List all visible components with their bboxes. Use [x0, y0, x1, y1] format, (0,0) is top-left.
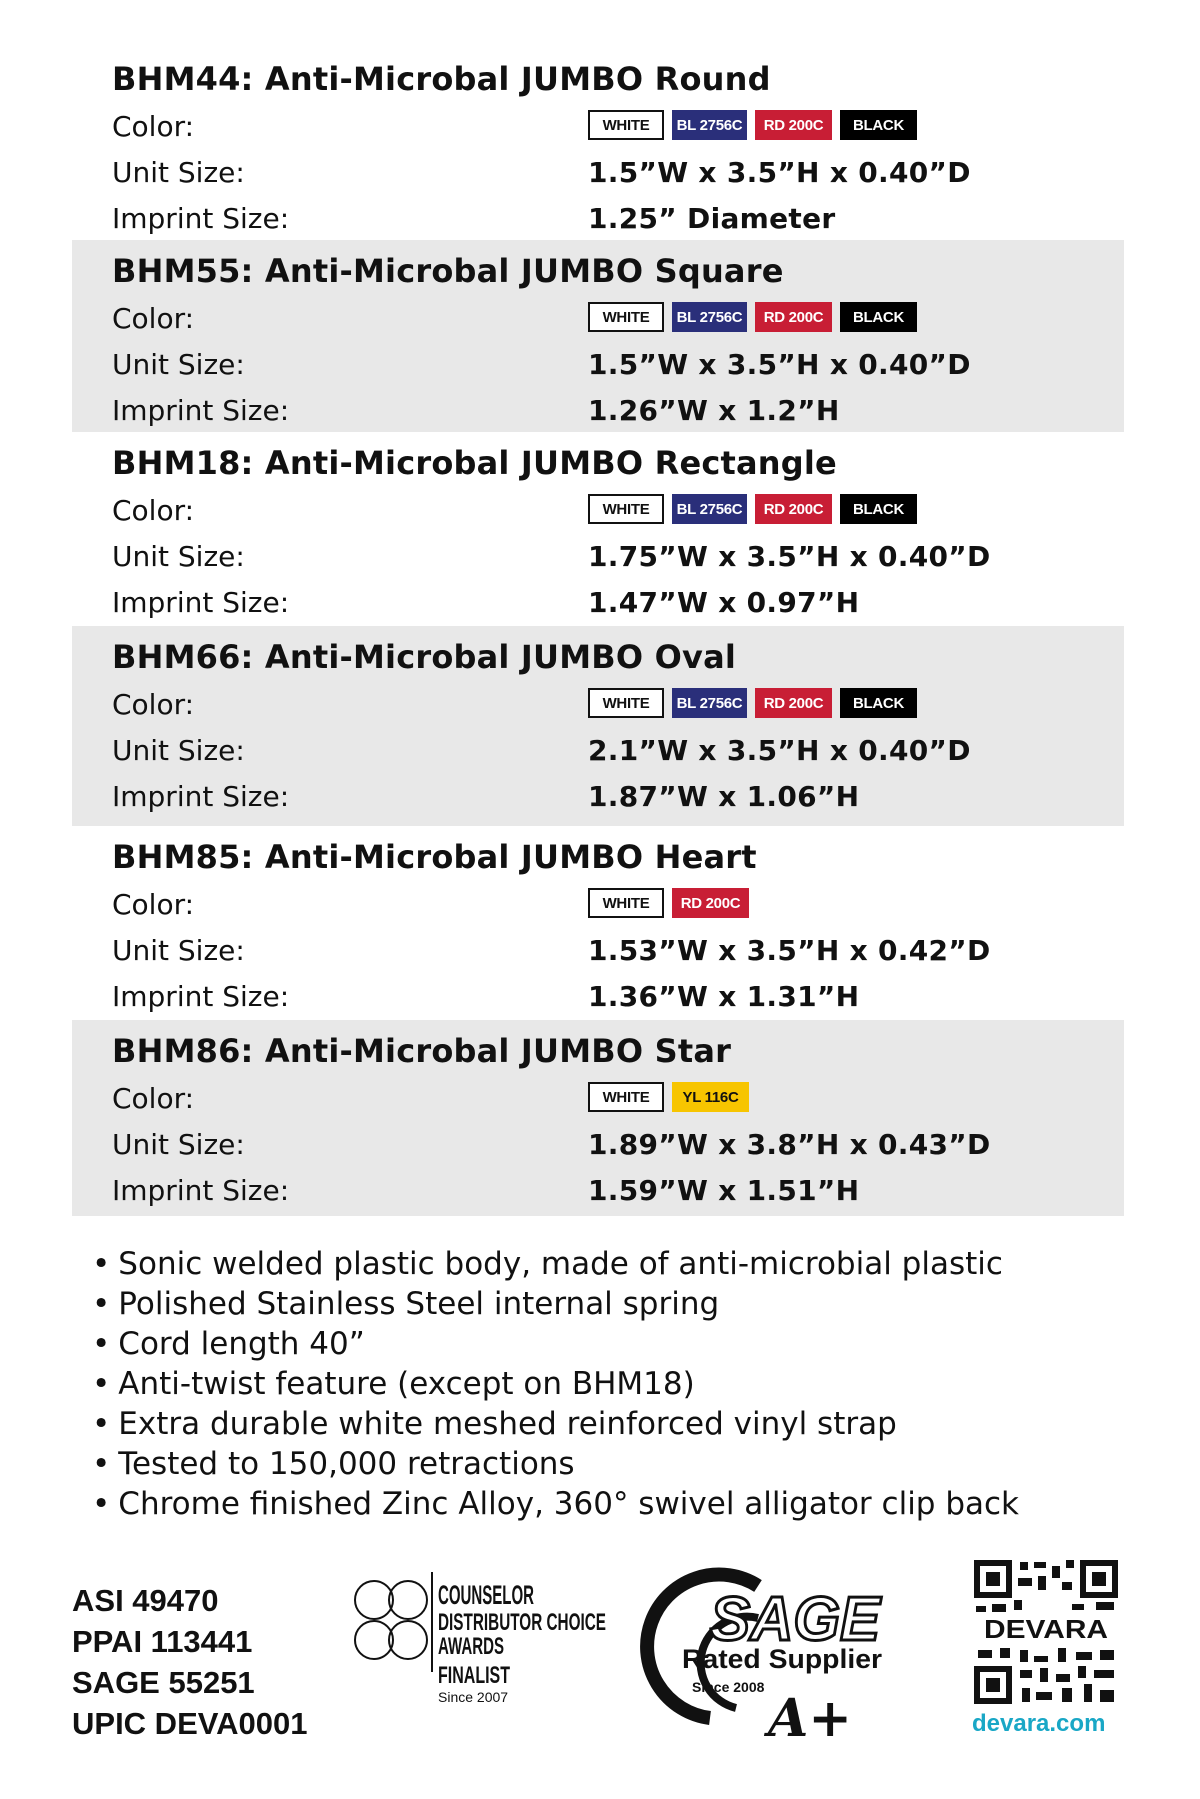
unit-size-value: 1.75”W x 3.5”H x 0.40”D — [588, 540, 991, 573]
color-label: Color: — [112, 1082, 195, 1115]
upic-id: UPIC DEVA0001 — [72, 1706, 308, 1741]
logo-ring — [355, 1581, 393, 1619]
product-block — [72, 240, 1124, 432]
color-swatches — [588, 888, 749, 918]
color-swatch: BLACK — [840, 688, 917, 718]
sage-since: Since 2008 — [692, 1679, 765, 1695]
unit-size-label: Unit Size: — [112, 1128, 245, 1161]
unit-size-value: 1.5”W x 3.5”H x 0.40”D — [588, 348, 971, 381]
unit-size-label: Unit Size: — [112, 934, 245, 967]
color-swatch: BL 2756C — [672, 688, 747, 718]
unit-size-value: 1.89”W x 3.8”H x 0.43”D — [588, 1128, 991, 1161]
unit-size-label: Unit Size: — [112, 156, 245, 189]
logo-ring — [389, 1621, 427, 1659]
color-swatch: WHITE — [588, 688, 664, 718]
feature-item: • Sonic welded plastic body, made of anti-microbial plastic — [92, 1244, 1019, 1284]
imprint-size-label: Imprint Size: — [112, 980, 290, 1013]
product-title: BHM44: Anti-Microbal JUMBO Round — [112, 60, 771, 98]
feature-item: • Tested to 150,000 retractions — [92, 1444, 1019, 1484]
feature-item: • Polished Stainless Steel internal spring — [92, 1284, 1019, 1324]
imprint-size-value: 1.26”W x 1.2”H — [588, 394, 840, 427]
sage-id: SAGE 55251 — [72, 1665, 255, 1700]
imprint-size-label: Imprint Size: — [112, 1174, 290, 1207]
imprint-size-value: 1.59”W x 1.51”H — [588, 1174, 860, 1207]
unit-size-value: 1.5”W x 3.5”H x 0.40”D — [588, 156, 971, 189]
counselor-award-logo — [352, 1570, 612, 1710]
logo-ring — [389, 1581, 427, 1619]
award-line1: COUNSELOR — [438, 1580, 534, 1610]
website-link[interactable]: devara.com — [972, 1710, 1106, 1737]
feature-item: • Cord length 40” — [92, 1324, 1019, 1364]
product-title: BHM85: Anti-Microbal JUMBO Heart — [112, 838, 757, 876]
imprint-size-value: 1.87”W x 1.06”H — [588, 780, 860, 813]
qr-brand-text: DEVARA — [984, 1614, 1109, 1644]
color-swatch: WHITE — [588, 302, 664, 332]
unit-size-label: Unit Size: — [112, 348, 245, 381]
color-swatch: RD 200C — [755, 688, 832, 718]
color-swatch: BLACK — [840, 494, 917, 524]
feature-item: • Extra durable white meshed reinforced vinyl strap — [92, 1404, 1019, 1444]
unit-size-value: 2.1”W x 3.5”H x 0.40”D — [588, 734, 971, 767]
unit-size-label: Unit Size: — [112, 540, 245, 573]
color-label: Color: — [112, 688, 195, 721]
color-swatch: RD 200C — [755, 494, 832, 524]
imprint-size-value: 1.47”W x 0.97”H — [588, 586, 860, 619]
color-swatches — [588, 688, 917, 718]
qr-code — [972, 1558, 1120, 1706]
product-title: BHM55: Anti-Microbal JUMBO Square — [112, 252, 784, 290]
imprint-size-label: Imprint Size: — [112, 202, 290, 235]
color-swatch: WHITE — [588, 110, 664, 140]
imprint-size-label: Imprint Size: — [112, 780, 290, 813]
color-swatch: BL 2756C — [672, 110, 747, 140]
color-label: Color: — [112, 110, 195, 143]
logo-ring — [355, 1621, 393, 1659]
feature-item: • Chrome finished Zinc Alloy, 360° swivel alligator clip back — [92, 1484, 1019, 1524]
supplier-ids — [72, 1580, 307, 1744]
unit-size-label: Unit Size: — [112, 734, 245, 767]
color-swatches — [588, 1082, 749, 1112]
color-swatch: RD 200C — [672, 888, 749, 918]
color-swatch: WHITE — [588, 494, 664, 524]
imprint-size-value: 1.25” Diameter — [588, 202, 836, 235]
product-block — [72, 432, 1124, 626]
product-block — [72, 1020, 1124, 1216]
unit-size-value: 1.53”W x 3.5”H x 0.42”D — [588, 934, 991, 967]
award-line4: FINALIST — [438, 1662, 511, 1689]
color-swatches — [588, 494, 917, 524]
product-block — [72, 826, 1124, 1020]
color-swatch: RD 200C — [755, 302, 832, 332]
sage-brand: SAGE — [710, 1585, 882, 1654]
imprint-size-value: 1.36”W x 1.31”H — [588, 980, 860, 1013]
color-label: Color: — [112, 302, 195, 335]
ppai-id: PPAI 113441 — [72, 1624, 253, 1659]
color-swatch: BL 2756C — [672, 494, 747, 524]
sage-grade: A+ — [768, 1688, 852, 1749]
award-line2: DISTRIBUTOR CHOICE — [438, 1609, 606, 1636]
feature-list — [92, 1244, 1019, 1524]
color-swatch: BLACK — [840, 110, 917, 140]
asi-id: ASI 49470 — [72, 1583, 219, 1618]
color-label: Color: — [112, 888, 195, 921]
color-label: Color: — [112, 494, 195, 527]
feature-item: • Anti-twist feature (except on BHM18) — [92, 1364, 1019, 1404]
imprint-size-label: Imprint Size: — [112, 586, 290, 619]
imprint-size-label: Imprint Size: — [112, 394, 290, 427]
color-swatch: YL 116C — [672, 1082, 749, 1112]
color-swatch: BL 2756C — [672, 302, 747, 332]
award-line3: AWARDS — [438, 1633, 504, 1660]
product-title: BHM86: Anti-Microbal JUMBO Star — [112, 1032, 732, 1070]
product-title: BHM18: Anti-Microbal JUMBO Rectangle — [112, 444, 837, 482]
color-swatch: BLACK — [840, 302, 917, 332]
sage-rated-supplier: Rated Supplier — [682, 1644, 883, 1674]
color-swatch: WHITE — [588, 1082, 664, 1112]
color-swatch: WHITE — [588, 888, 664, 918]
product-block — [72, 626, 1124, 826]
color-swatches — [588, 110, 917, 140]
color-swatch: RD 200C — [755, 110, 832, 140]
color-swatches — [588, 302, 917, 332]
product-title: BHM66: Anti-Microbal JUMBO Oval — [112, 638, 737, 676]
award-line5: Since 2007 — [438, 1689, 509, 1705]
sage-rated-supplier-badge — [640, 1568, 900, 1758]
product-block — [72, 48, 1124, 240]
